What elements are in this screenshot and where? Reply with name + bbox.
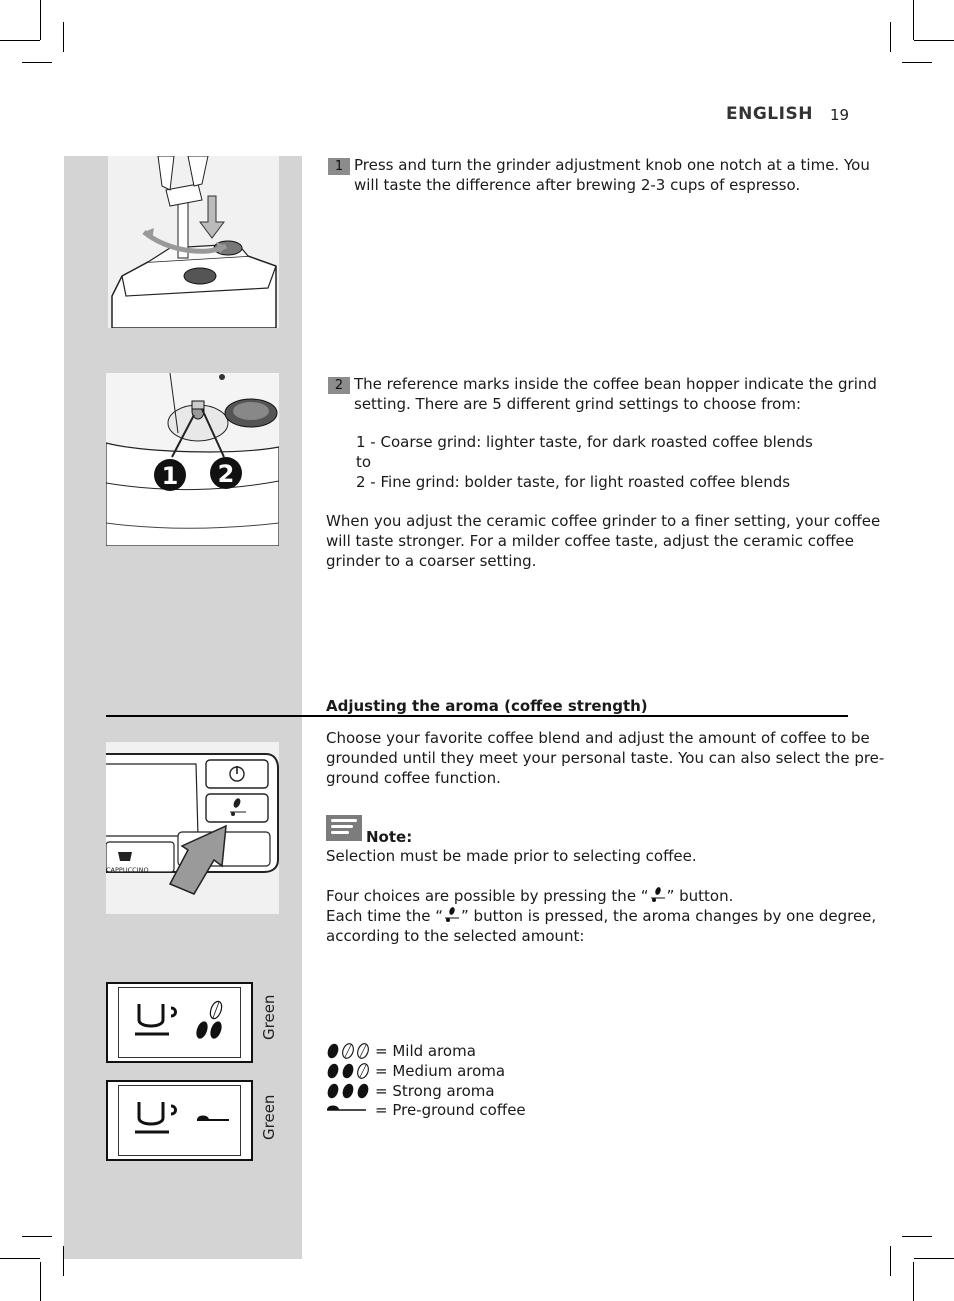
grinder-knob-illustration bbox=[108, 156, 279, 328]
crop-mark bbox=[890, 1246, 891, 1276]
section-intro-line: ground coffee function. bbox=[326, 769, 501, 787]
step-1-text-cont: will taste the difference after brewing 2-3 cups of espresso. bbox=[354, 176, 801, 194]
aroma-button-icon bbox=[649, 886, 667, 904]
control-panel-illustration bbox=[106, 742, 279, 914]
choices-line1-post: ” button. bbox=[666, 887, 734, 905]
aroma-level-label: = Pre-ground coffee bbox=[375, 1101, 526, 1119]
reference-mark-1: 1 bbox=[161, 462, 179, 490]
crop-mark bbox=[22, 1236, 52, 1237]
section-divider bbox=[106, 715, 848, 717]
language-header: ENGLISH bbox=[726, 104, 813, 124]
step-1-text: Press and turn the grinder adjustment knob one notch at a time. You bbox=[354, 156, 870, 174]
step-number: 2 bbox=[328, 377, 350, 394]
step-2 bbox=[328, 374, 877, 414]
cappuccino-label: CAPPUCCINO bbox=[106, 866, 149, 874]
note-icon bbox=[326, 815, 362, 841]
crop-mark bbox=[0, 40, 40, 41]
crop-mark bbox=[890, 22, 891, 52]
step-number: 1 bbox=[328, 158, 350, 175]
aroma-level-row bbox=[326, 1061, 506, 1081]
display-pre-ground bbox=[106, 1080, 253, 1161]
crop-mark bbox=[22, 62, 52, 63]
pointer-tab bbox=[280, 1078, 302, 1092]
section-intro bbox=[326, 728, 885, 788]
beans-2-of-3-icon bbox=[326, 1063, 372, 1079]
cup-beans-display-icon bbox=[119, 988, 240, 1057]
step-2-text: The reference marks inside the coffee bean hopper indicate the grind bbox=[354, 375, 877, 393]
note-label: Note: bbox=[366, 828, 413, 846]
choices-paragraph bbox=[326, 886, 877, 946]
pointer-tab bbox=[280, 896, 302, 912]
crop-mark bbox=[40, 1262, 41, 1301]
aroma-level-label: = Medium aroma bbox=[375, 1062, 506, 1080]
grinder-paragraph-line: will taste stronger. For a milder coffee taste, adjust the ceramic coffee bbox=[326, 532, 854, 550]
choices-line2-pre: Each time the “ bbox=[326, 907, 444, 925]
choices-line2-post: ” button is pressed, the aroma changes by one degree, bbox=[461, 907, 877, 925]
step-2-text-cont: setting. There are 5 different grind settings to choose from: bbox=[354, 395, 802, 413]
pointer-tab bbox=[280, 373, 302, 387]
display-color-label: Green bbox=[260, 1094, 278, 1140]
crop-mark bbox=[40, 0, 41, 40]
aroma-level-row bbox=[326, 1100, 526, 1120]
aroma-level-row bbox=[326, 1081, 495, 1101]
grinder-paragraph bbox=[326, 511, 881, 571]
crop-mark bbox=[0, 1258, 40, 1259]
aroma-level-label: = Strong aroma bbox=[375, 1082, 495, 1100]
cup-spoon-display-icon bbox=[119, 1086, 240, 1155]
choices-line1-pre: Four choices are possible by pressing the “ bbox=[326, 887, 649, 905]
grind-option-coarse: 1 - Coarse grind: lighter taste, for dark roasted coffee blends bbox=[356, 433, 813, 451]
pointer-tab bbox=[280, 1040, 302, 1054]
aroma-level-label: = Mild aroma bbox=[375, 1042, 476, 1060]
grind-option-to: to bbox=[356, 453, 372, 471]
grind-option-fine: 2 - Fine grind: bolder taste, for light roasted coffee blends bbox=[356, 473, 791, 491]
crop-mark bbox=[902, 1236, 932, 1237]
crop-mark bbox=[914, 1258, 954, 1259]
choices-line3: according to the selected amount: bbox=[326, 927, 585, 945]
reference-mark-2: 2 bbox=[217, 460, 235, 488]
grinder-paragraph-line: grinder to a coarser setting. bbox=[326, 552, 537, 570]
display-strength-beans bbox=[106, 982, 253, 1063]
crop-mark bbox=[914, 40, 954, 41]
beans-3-of-3-icon bbox=[326, 1083, 372, 1099]
note-text: Selection must be made prior to selecting coffee. bbox=[326, 847, 697, 865]
step-1 bbox=[328, 155, 870, 195]
crop-mark bbox=[913, 0, 914, 40]
page-number: 19 bbox=[830, 106, 850, 124]
crop-mark bbox=[63, 22, 64, 52]
section-intro-line: Choose your favorite coffee blend and adjust the amount of coffee to be bbox=[326, 729, 870, 747]
aroma-level-row bbox=[326, 1041, 476, 1061]
section-intro-line: grounded until they meet your personal taste. You can also select the pre- bbox=[326, 749, 885, 767]
grinder-paragraph-line: When you adjust the ceramic coffee grinder to a finer setting, your coffee bbox=[326, 512, 881, 530]
crop-mark bbox=[913, 1262, 914, 1301]
beans-1-of-3-icon bbox=[326, 1043, 372, 1059]
pre-ground-spoon-icon bbox=[326, 1102, 372, 1118]
section-title: Adjusting the aroma (coffee strength) bbox=[326, 697, 648, 715]
aroma-button-icon bbox=[443, 906, 461, 924]
pointer-tab bbox=[280, 156, 302, 172]
hopper-reference-marks-illustration bbox=[106, 373, 279, 546]
crop-mark bbox=[902, 62, 932, 63]
display-color-label: Green bbox=[260, 994, 278, 1040]
